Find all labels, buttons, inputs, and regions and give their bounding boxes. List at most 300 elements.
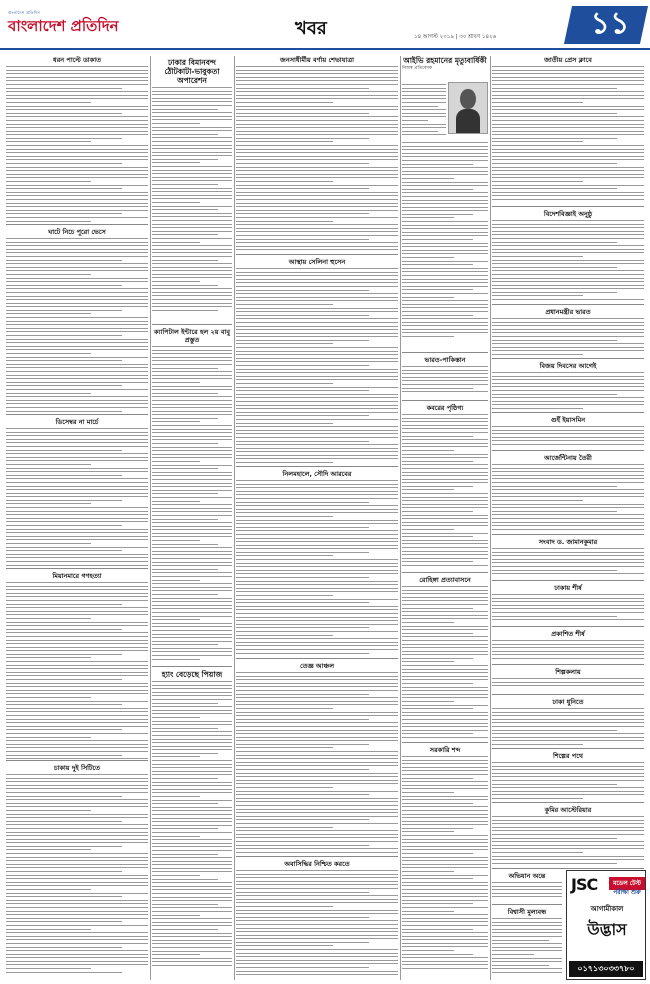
text-line xyxy=(152,274,232,275)
text-line xyxy=(402,239,473,240)
text-line xyxy=(152,828,218,829)
text-line xyxy=(6,267,148,268)
text-line xyxy=(236,697,398,698)
article[interactable] xyxy=(492,630,644,664)
text-line xyxy=(6,496,148,497)
article[interactable] xyxy=(152,670,232,971)
text-line xyxy=(6,88,122,89)
text-line xyxy=(402,615,488,616)
text-line xyxy=(152,774,232,775)
text-line xyxy=(492,131,644,132)
text-line xyxy=(6,156,148,157)
text-line xyxy=(236,340,369,341)
text-line xyxy=(6,529,148,530)
text-line xyxy=(492,77,644,78)
article[interactable] xyxy=(492,668,644,692)
text-line xyxy=(402,439,488,440)
text-line xyxy=(236,635,333,636)
headline: ধরন পাল্টে ডাকাত xyxy=(53,56,101,64)
text-line xyxy=(152,565,232,566)
text-line xyxy=(236,80,398,81)
article[interactable] xyxy=(492,538,644,580)
text-line xyxy=(236,149,398,150)
text-line xyxy=(402,629,488,630)
text-line xyxy=(236,282,398,283)
text-line xyxy=(236,798,398,799)
text-line xyxy=(402,450,454,451)
text-line xyxy=(402,882,488,883)
text-line xyxy=(236,620,398,621)
text-line xyxy=(492,376,644,377)
text-line xyxy=(236,676,398,677)
text-line xyxy=(6,252,148,253)
text-line xyxy=(492,70,644,71)
text-line xyxy=(236,451,398,452)
text-line xyxy=(6,939,148,940)
text-line xyxy=(6,278,148,279)
text-line xyxy=(236,708,333,709)
text-line xyxy=(402,604,488,605)
text-line xyxy=(152,170,232,171)
text-line xyxy=(402,871,454,872)
headline: শিল্পের পথে xyxy=(552,752,584,760)
text-line xyxy=(236,801,398,802)
article[interactable] xyxy=(6,418,148,570)
text-line xyxy=(236,874,398,875)
text-line xyxy=(402,860,488,861)
text-line xyxy=(402,796,488,797)
text-line xyxy=(6,596,148,597)
article[interactable] xyxy=(236,56,398,254)
text-line xyxy=(236,462,333,463)
text-line xyxy=(492,594,644,595)
story-divider xyxy=(492,534,644,535)
text-line xyxy=(236,502,369,503)
text-line xyxy=(6,435,148,436)
text-line xyxy=(402,271,488,272)
text-line xyxy=(6,686,148,687)
text-line xyxy=(492,256,583,257)
text-line xyxy=(6,321,148,322)
article[interactable] xyxy=(492,752,644,802)
text-line xyxy=(492,882,562,883)
text-line xyxy=(492,658,644,659)
text-line xyxy=(402,708,473,709)
text-line xyxy=(492,295,583,296)
text-line xyxy=(492,437,644,438)
text-line xyxy=(402,565,488,566)
text-line xyxy=(152,220,232,221)
text-line xyxy=(152,753,218,754)
text-line xyxy=(6,647,148,648)
text-line xyxy=(402,701,454,702)
text-line xyxy=(402,153,488,154)
text-line xyxy=(492,820,644,821)
text-line xyxy=(6,625,148,626)
newspaper-logo[interactable] xyxy=(8,10,158,40)
text-line xyxy=(402,936,488,937)
article[interactable] xyxy=(236,662,398,858)
text-line xyxy=(152,137,232,138)
text-line xyxy=(152,504,232,505)
text-line xyxy=(6,73,148,74)
article[interactable] xyxy=(152,58,232,317)
article[interactable] xyxy=(6,56,148,226)
text-line xyxy=(236,347,398,348)
text-line xyxy=(152,836,200,837)
text-line xyxy=(492,318,644,319)
text-line xyxy=(6,824,148,825)
article[interactable] xyxy=(6,228,148,416)
text-line xyxy=(492,440,644,441)
article[interactable] xyxy=(236,860,398,978)
text-line xyxy=(236,953,398,954)
text-line xyxy=(402,482,488,483)
text-line xyxy=(402,428,488,429)
text-line xyxy=(152,404,232,405)
text-line xyxy=(402,939,488,940)
text-line xyxy=(492,433,644,434)
text-line xyxy=(402,500,488,501)
article[interactable] xyxy=(402,56,488,72)
text-line xyxy=(152,206,232,207)
text-line xyxy=(236,390,369,391)
text-line xyxy=(152,742,232,743)
text-line xyxy=(236,881,398,882)
text-line xyxy=(492,682,644,683)
text-line xyxy=(152,267,232,268)
advertisement[interactable] xyxy=(566,870,646,980)
text-line xyxy=(402,857,488,858)
story-divider xyxy=(6,568,148,569)
article[interactable] xyxy=(492,872,562,902)
text-line xyxy=(492,961,562,962)
text-line xyxy=(6,174,148,175)
text-line xyxy=(236,588,398,589)
text-line xyxy=(492,798,583,799)
text-line xyxy=(6,806,148,807)
text-line xyxy=(492,954,534,955)
text-line xyxy=(6,274,91,275)
text-line xyxy=(492,66,644,67)
text-line xyxy=(492,152,644,153)
text-line xyxy=(402,558,488,559)
text-line xyxy=(402,475,488,476)
text-line xyxy=(6,375,148,376)
text-line xyxy=(492,478,644,479)
text-line xyxy=(152,400,232,401)
article[interactable] xyxy=(492,806,644,868)
article[interactable] xyxy=(492,56,644,206)
text-line xyxy=(6,385,122,386)
text-line xyxy=(6,181,91,182)
text-line xyxy=(152,739,232,740)
text-line xyxy=(6,188,122,189)
text-line xyxy=(236,336,398,337)
text-line xyxy=(236,733,398,734)
text-line xyxy=(6,482,148,483)
text-line xyxy=(6,740,148,741)
text-line xyxy=(236,134,398,135)
text-line xyxy=(402,640,488,641)
headline: অভিযান অন্তে xyxy=(508,872,546,880)
text-line xyxy=(236,740,398,741)
text-line xyxy=(236,773,398,774)
text-line xyxy=(236,747,333,748)
article[interactable] xyxy=(402,576,488,742)
text-line xyxy=(236,627,369,628)
body-text xyxy=(6,66,148,226)
text-line xyxy=(6,310,122,311)
text-line xyxy=(402,370,488,371)
text-line xyxy=(6,668,148,669)
text-line xyxy=(236,704,398,705)
text-line xyxy=(152,767,232,768)
text-line xyxy=(152,188,232,189)
text-line xyxy=(236,928,398,929)
article[interactable] xyxy=(402,746,488,974)
article[interactable] xyxy=(6,572,148,762)
text-line xyxy=(236,755,398,756)
text-line xyxy=(6,192,148,193)
text-line xyxy=(6,561,148,562)
text-line xyxy=(152,454,232,455)
text-line xyxy=(6,471,148,472)
text-line xyxy=(152,918,232,919)
text-line xyxy=(152,461,200,462)
text-line xyxy=(6,460,148,461)
text-line xyxy=(236,141,333,142)
text-line xyxy=(6,701,148,702)
text-line xyxy=(492,145,644,146)
text-line xyxy=(6,95,148,96)
text-line xyxy=(6,113,122,114)
text-line xyxy=(6,972,122,973)
text-line xyxy=(152,904,218,905)
text-line xyxy=(402,723,488,724)
text-line xyxy=(6,256,148,257)
text-line xyxy=(492,350,644,351)
text-line xyxy=(402,307,488,308)
text-line xyxy=(236,780,398,781)
article[interactable] xyxy=(152,328,232,664)
text-line xyxy=(152,544,218,545)
text-line xyxy=(236,361,398,362)
text-line xyxy=(492,134,644,135)
headline: আইভি রহমানের মৃত্যুবার্ষিকী xyxy=(403,56,487,65)
text-line xyxy=(236,679,398,680)
text-line xyxy=(152,695,232,696)
text-line xyxy=(236,77,398,78)
text-line xyxy=(492,766,644,767)
text-line xyxy=(6,518,148,519)
article[interactable] xyxy=(492,362,644,412)
text-line xyxy=(492,267,617,268)
text-line xyxy=(236,726,398,727)
text-line xyxy=(152,511,232,512)
text-line xyxy=(152,965,232,966)
text-line xyxy=(6,313,91,314)
text-line xyxy=(152,731,232,732)
article[interactable] xyxy=(492,908,562,978)
text-line xyxy=(6,238,148,239)
text-line xyxy=(402,644,488,645)
text-line xyxy=(402,134,446,135)
text-line xyxy=(152,536,232,537)
article[interactable] xyxy=(492,584,644,626)
page-number: ১১ xyxy=(590,6,630,41)
text-line xyxy=(492,263,644,264)
text-line xyxy=(152,608,232,609)
text-line xyxy=(152,519,218,520)
text-line xyxy=(6,654,122,655)
text-line xyxy=(236,228,398,229)
text-line xyxy=(236,830,398,831)
text-line xyxy=(6,285,122,286)
text-line xyxy=(152,746,232,747)
text-line xyxy=(402,842,488,843)
story-divider xyxy=(152,666,232,667)
story-divider xyxy=(492,358,644,359)
text-line xyxy=(402,597,488,598)
text-line xyxy=(152,889,232,890)
article[interactable] xyxy=(402,356,488,396)
text-line xyxy=(152,562,232,563)
text-line xyxy=(6,442,148,443)
text-line xyxy=(152,886,232,887)
article[interactable] xyxy=(236,470,398,658)
text-line xyxy=(6,221,91,222)
text-line xyxy=(492,644,644,645)
text-line xyxy=(236,534,398,535)
text-line xyxy=(152,590,232,591)
text-line xyxy=(492,647,644,648)
text-line xyxy=(236,776,398,777)
text-line xyxy=(236,455,398,456)
text-line xyxy=(236,412,398,413)
text-line xyxy=(236,127,398,128)
body-text xyxy=(6,774,148,976)
text-line xyxy=(236,304,333,305)
text-line xyxy=(492,708,644,709)
text-line xyxy=(236,577,369,578)
text-line xyxy=(402,146,488,147)
text-line xyxy=(236,509,398,510)
text-line xyxy=(492,552,644,553)
text-line xyxy=(492,224,644,225)
article[interactable] xyxy=(402,404,488,572)
text-line xyxy=(152,605,232,606)
text-line xyxy=(402,414,488,415)
text-line xyxy=(236,712,398,713)
text-line xyxy=(152,551,232,552)
text-line xyxy=(236,397,398,398)
text-line xyxy=(402,839,488,840)
text-line xyxy=(152,810,232,811)
text-line xyxy=(152,123,200,124)
text-line xyxy=(6,640,148,641)
text-line xyxy=(6,618,91,619)
text-line xyxy=(492,863,617,864)
text-line xyxy=(402,803,473,804)
text-line xyxy=(402,925,488,926)
text-line xyxy=(236,945,333,946)
article[interactable] xyxy=(492,416,644,450)
body-text xyxy=(6,238,148,416)
text-line xyxy=(402,867,488,868)
text-line xyxy=(236,279,398,280)
text-line xyxy=(492,856,644,857)
text-line xyxy=(152,155,232,156)
text-line xyxy=(6,842,148,843)
text-line xyxy=(152,277,232,278)
text-line xyxy=(402,200,488,201)
story-divider xyxy=(492,904,562,905)
text-line xyxy=(236,819,369,820)
text-line xyxy=(152,814,232,815)
text-line xyxy=(6,195,148,196)
text-line xyxy=(236,426,398,427)
text-line xyxy=(236,376,398,377)
text-line xyxy=(402,814,488,815)
text-line xyxy=(6,711,148,712)
text-line xyxy=(152,310,218,311)
text-line xyxy=(152,180,232,181)
text-line xyxy=(402,561,473,562)
article[interactable] xyxy=(492,308,644,358)
text-line xyxy=(6,733,148,734)
text-line xyxy=(236,181,333,182)
text-line xyxy=(152,882,232,883)
text-line xyxy=(152,242,200,243)
ad-phone[interactable]: ০১৭১৩০৩৩৭৮০ xyxy=(569,961,643,977)
text-line xyxy=(236,430,398,431)
text-line xyxy=(6,675,148,676)
article[interactable] xyxy=(492,454,644,534)
text-line xyxy=(6,557,148,558)
text-line xyxy=(152,436,232,437)
story-divider xyxy=(492,412,644,413)
body-text xyxy=(402,84,446,140)
story-divider xyxy=(402,572,488,573)
text-line xyxy=(236,351,398,352)
text-line xyxy=(402,875,488,876)
text-line xyxy=(6,878,148,879)
text-line xyxy=(236,124,398,125)
text-line xyxy=(492,570,617,571)
text-line xyxy=(492,566,644,567)
text-line xyxy=(152,871,232,872)
text-line xyxy=(492,947,562,948)
article-body-left xyxy=(402,82,446,140)
article[interactable] xyxy=(492,698,644,748)
article[interactable] xyxy=(236,258,398,466)
text-line xyxy=(402,647,488,648)
text-line xyxy=(236,487,398,488)
text-line xyxy=(152,252,232,253)
article[interactable] xyxy=(6,764,148,976)
text-line xyxy=(492,292,617,293)
text-line xyxy=(402,672,488,673)
text-line xyxy=(402,590,488,591)
text-line xyxy=(152,792,232,793)
text-line xyxy=(6,900,148,901)
text-line xyxy=(236,156,398,157)
article[interactable] xyxy=(492,210,644,304)
text-line xyxy=(402,608,473,609)
text-line xyxy=(236,120,398,121)
text-line xyxy=(152,659,200,660)
